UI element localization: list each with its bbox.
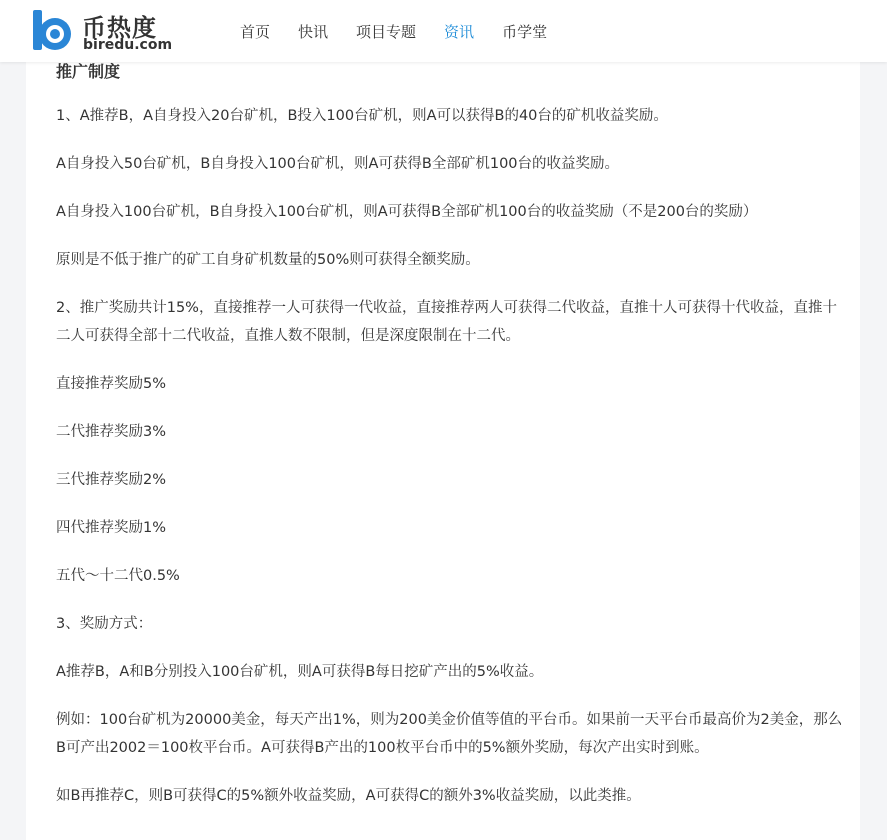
nav-item-home[interactable]: 首页 bbox=[240, 22, 271, 41]
logo-chinese-name: 币热度 bbox=[82, 14, 157, 42]
nav-item-news[interactable]: 资讯 bbox=[444, 22, 475, 41]
article-paragraph: A自身投入100台矿机，B自身投入100台矿机，则A可获得B全部矿机100台的收益奖励（不是200台的奖励） bbox=[56, 204, 758, 220]
nav-item-academy[interactable]: 币学堂 bbox=[502, 22, 548, 41]
top-navigation-bar bbox=[0, 0, 887, 62]
article-paragraph: 原则是不低于推广的矿工自身矿机数量的50%则可获得全额奖励。 bbox=[56, 252, 480, 268]
article-paragraph: 直接推荐奖励5% bbox=[56, 376, 167, 392]
article-body bbox=[56, 60, 846, 830]
article-paragraph: 如B再推荐C，则B可获得C的5%额外收益奖励，A可获得C的额外3%收益奖励，以此类推。 bbox=[56, 788, 641, 804]
nav-item-project-topics[interactable]: 项目专题 bbox=[356, 22, 417, 41]
main-nav bbox=[226, 0, 561, 62]
article-paragraph: 1、A推荐B，A自身投入20台矿机，B投入100台矿机，则A可以获得B的40台的矿机收益奖励。 bbox=[56, 108, 668, 124]
article-paragraph: 2、推广奖励共计15%，直接推荐一人可获得一代收益，直接推荐两人可获得二代收益，直推十人可获得十代收益，直推十二人可获得全部十二代收益，直推人数不限制，但是深度限制在十二代。 bbox=[56, 300, 837, 344]
logo-b-icon bbox=[30, 8, 76, 54]
article-paragraph: 五代～十二代0.5% bbox=[56, 568, 180, 584]
site-logo[interactable] bbox=[30, 6, 175, 56]
article-paragraph: 三代推荐奖励2% bbox=[56, 472, 167, 488]
article-paragraph: 3、奖励方式： bbox=[56, 616, 153, 632]
article-section-heading: 推广制度 bbox=[56, 62, 121, 81]
article-paragraph: 四代推荐奖励1% bbox=[56, 520, 167, 536]
logo-domain: biredu.com bbox=[83, 37, 173, 53]
article-paragraph: A自身投入50台矿机，B自身投入100台矿机，则A可获得B全部矿机100台的收益奖励。 bbox=[56, 156, 620, 172]
nav-item-flash-news[interactable]: 快讯 bbox=[298, 22, 329, 41]
article-paragraph: A推荐B，A和B分别投入100台矿机，则A可获得B每日挖矿产出的5%收益。 bbox=[56, 664, 544, 680]
article-paragraph: 二代推荐奖励3% bbox=[56, 424, 167, 440]
article-paragraph: 例如：100台矿机为20000美金，每天产出1%，则为200美金价值等值的平台币。如果前一天平台币最高价为2美金，那么B可产出2002＝100枚平台币。A可获得B产出的100枚平台币中的5%额外奖励，每次产出实时到账。 bbox=[56, 712, 843, 756]
